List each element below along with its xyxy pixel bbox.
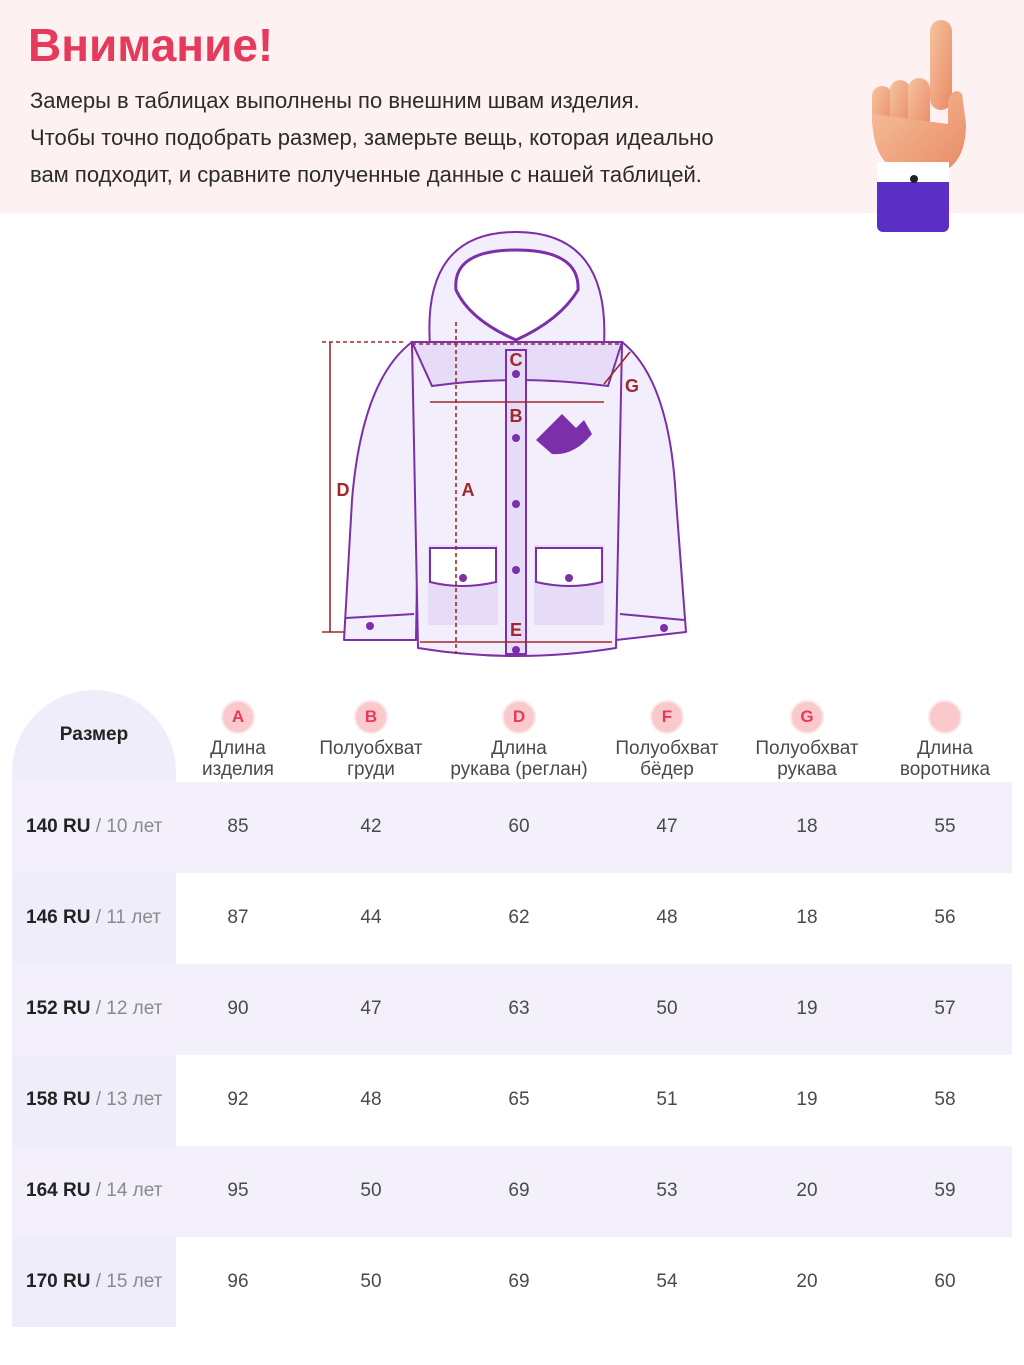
table-cell: 63 [508,998,530,1019]
column-label: Длина рукава (реглан) [450,738,588,780]
label-c: C [509,350,523,370]
pointing-up-hand-icon [862,14,972,236]
row-size: 152 RU / 12 лет [26,998,163,1019]
table-row [12,782,1012,873]
table-cell: 44 [360,907,382,928]
table-cell: 56 [934,907,956,928]
table-cell: 18 [796,816,818,837]
table-cell: 42 [360,816,382,837]
table-cell: 20 [796,1271,818,1292]
table-cell: 96 [227,1271,249,1292]
table-cell: 55 [934,816,956,837]
column-header-sleeve-length [444,700,594,780]
column-label: Длина воротника [899,738,991,780]
notice-line: Чтобы точно подобрать размер, замерьте вещь, которая идеально [30,125,714,150]
table-cell: 58 [934,1089,956,1110]
table-row [12,1237,1012,1328]
table-cell: 65 [508,1089,530,1110]
table-cell: 87 [227,907,249,928]
table-cell: 19 [796,998,818,1019]
label-b: B [509,406,523,426]
column-header-length [168,700,308,780]
size-column-header: Размер [59,724,129,745]
column-header-collar [875,700,1015,780]
row-size: 164 RU / 14 лет [26,1180,163,1201]
jacket-diagram [0,213,1024,673]
column-badge: D [502,700,536,734]
column-badge: B [354,700,388,734]
table-cell: 50 [360,1180,382,1201]
table-cell: 69 [508,1271,530,1292]
column-label: Длина изделия [202,738,274,780]
table-cell: 95 [227,1180,249,1201]
table-cell: 54 [656,1271,678,1292]
notice-text [30,82,820,193]
table-cell: 48 [656,907,678,928]
table-cell: 51 [656,1089,678,1110]
row-size: 140 RU / 10 лет [26,816,163,837]
table-cell: 53 [656,1180,678,1201]
table-row [12,964,1012,1055]
label-d: D [336,480,350,500]
row-size: 170 RU / 15 лет [26,1271,163,1292]
table-cell: 47 [360,998,382,1019]
table-cell: 62 [508,907,530,928]
table-cell: 48 [360,1089,382,1110]
column-badge: G [790,700,824,734]
table-cell: 60 [508,816,530,837]
column-label: Полуобхват груди [319,738,423,780]
column-header-chest [301,700,441,780]
row-size: 146 RU / 11 лет [26,907,161,928]
column-badge: A [221,700,255,734]
table-cell: 50 [656,998,678,1019]
table-cell: 50 [360,1271,382,1292]
column-badge: F [650,700,684,734]
table-cell: 19 [796,1089,818,1110]
column-label: Полуобхват рукава [755,738,859,780]
table-row [12,1055,1012,1146]
table-cell: 57 [934,998,956,1019]
notice-line: Замеры в таблицах выполнены по внешним швам изделия. [30,88,640,113]
table-cell: 18 [796,907,818,928]
label-g: G [624,376,640,396]
row-size: 158 RU / 13 лет [26,1089,163,1110]
table-cell: 85 [227,816,249,837]
notice-line: вам подходит, и сравните полученные данные с нашей таблицей. [30,162,702,187]
table-cell: 90 [227,998,249,1019]
table-row [12,1146,1012,1237]
table-cell: 60 [934,1271,956,1292]
label-a: A [461,480,475,500]
column-header-sleeve-girth [737,700,877,780]
column-label: Полуобхват бёдер [615,738,719,780]
table-cell: 69 [508,1180,530,1201]
column-header-hips [597,700,737,780]
notice-title: Внимание! [28,19,274,71]
table-row [12,873,1012,964]
table-cell: 92 [227,1089,249,1110]
label-e: E [509,620,523,640]
table-cell: 47 [656,816,678,837]
table-cell: 20 [796,1180,818,1201]
column-badge [928,700,962,734]
table-cell: 59 [934,1180,956,1201]
